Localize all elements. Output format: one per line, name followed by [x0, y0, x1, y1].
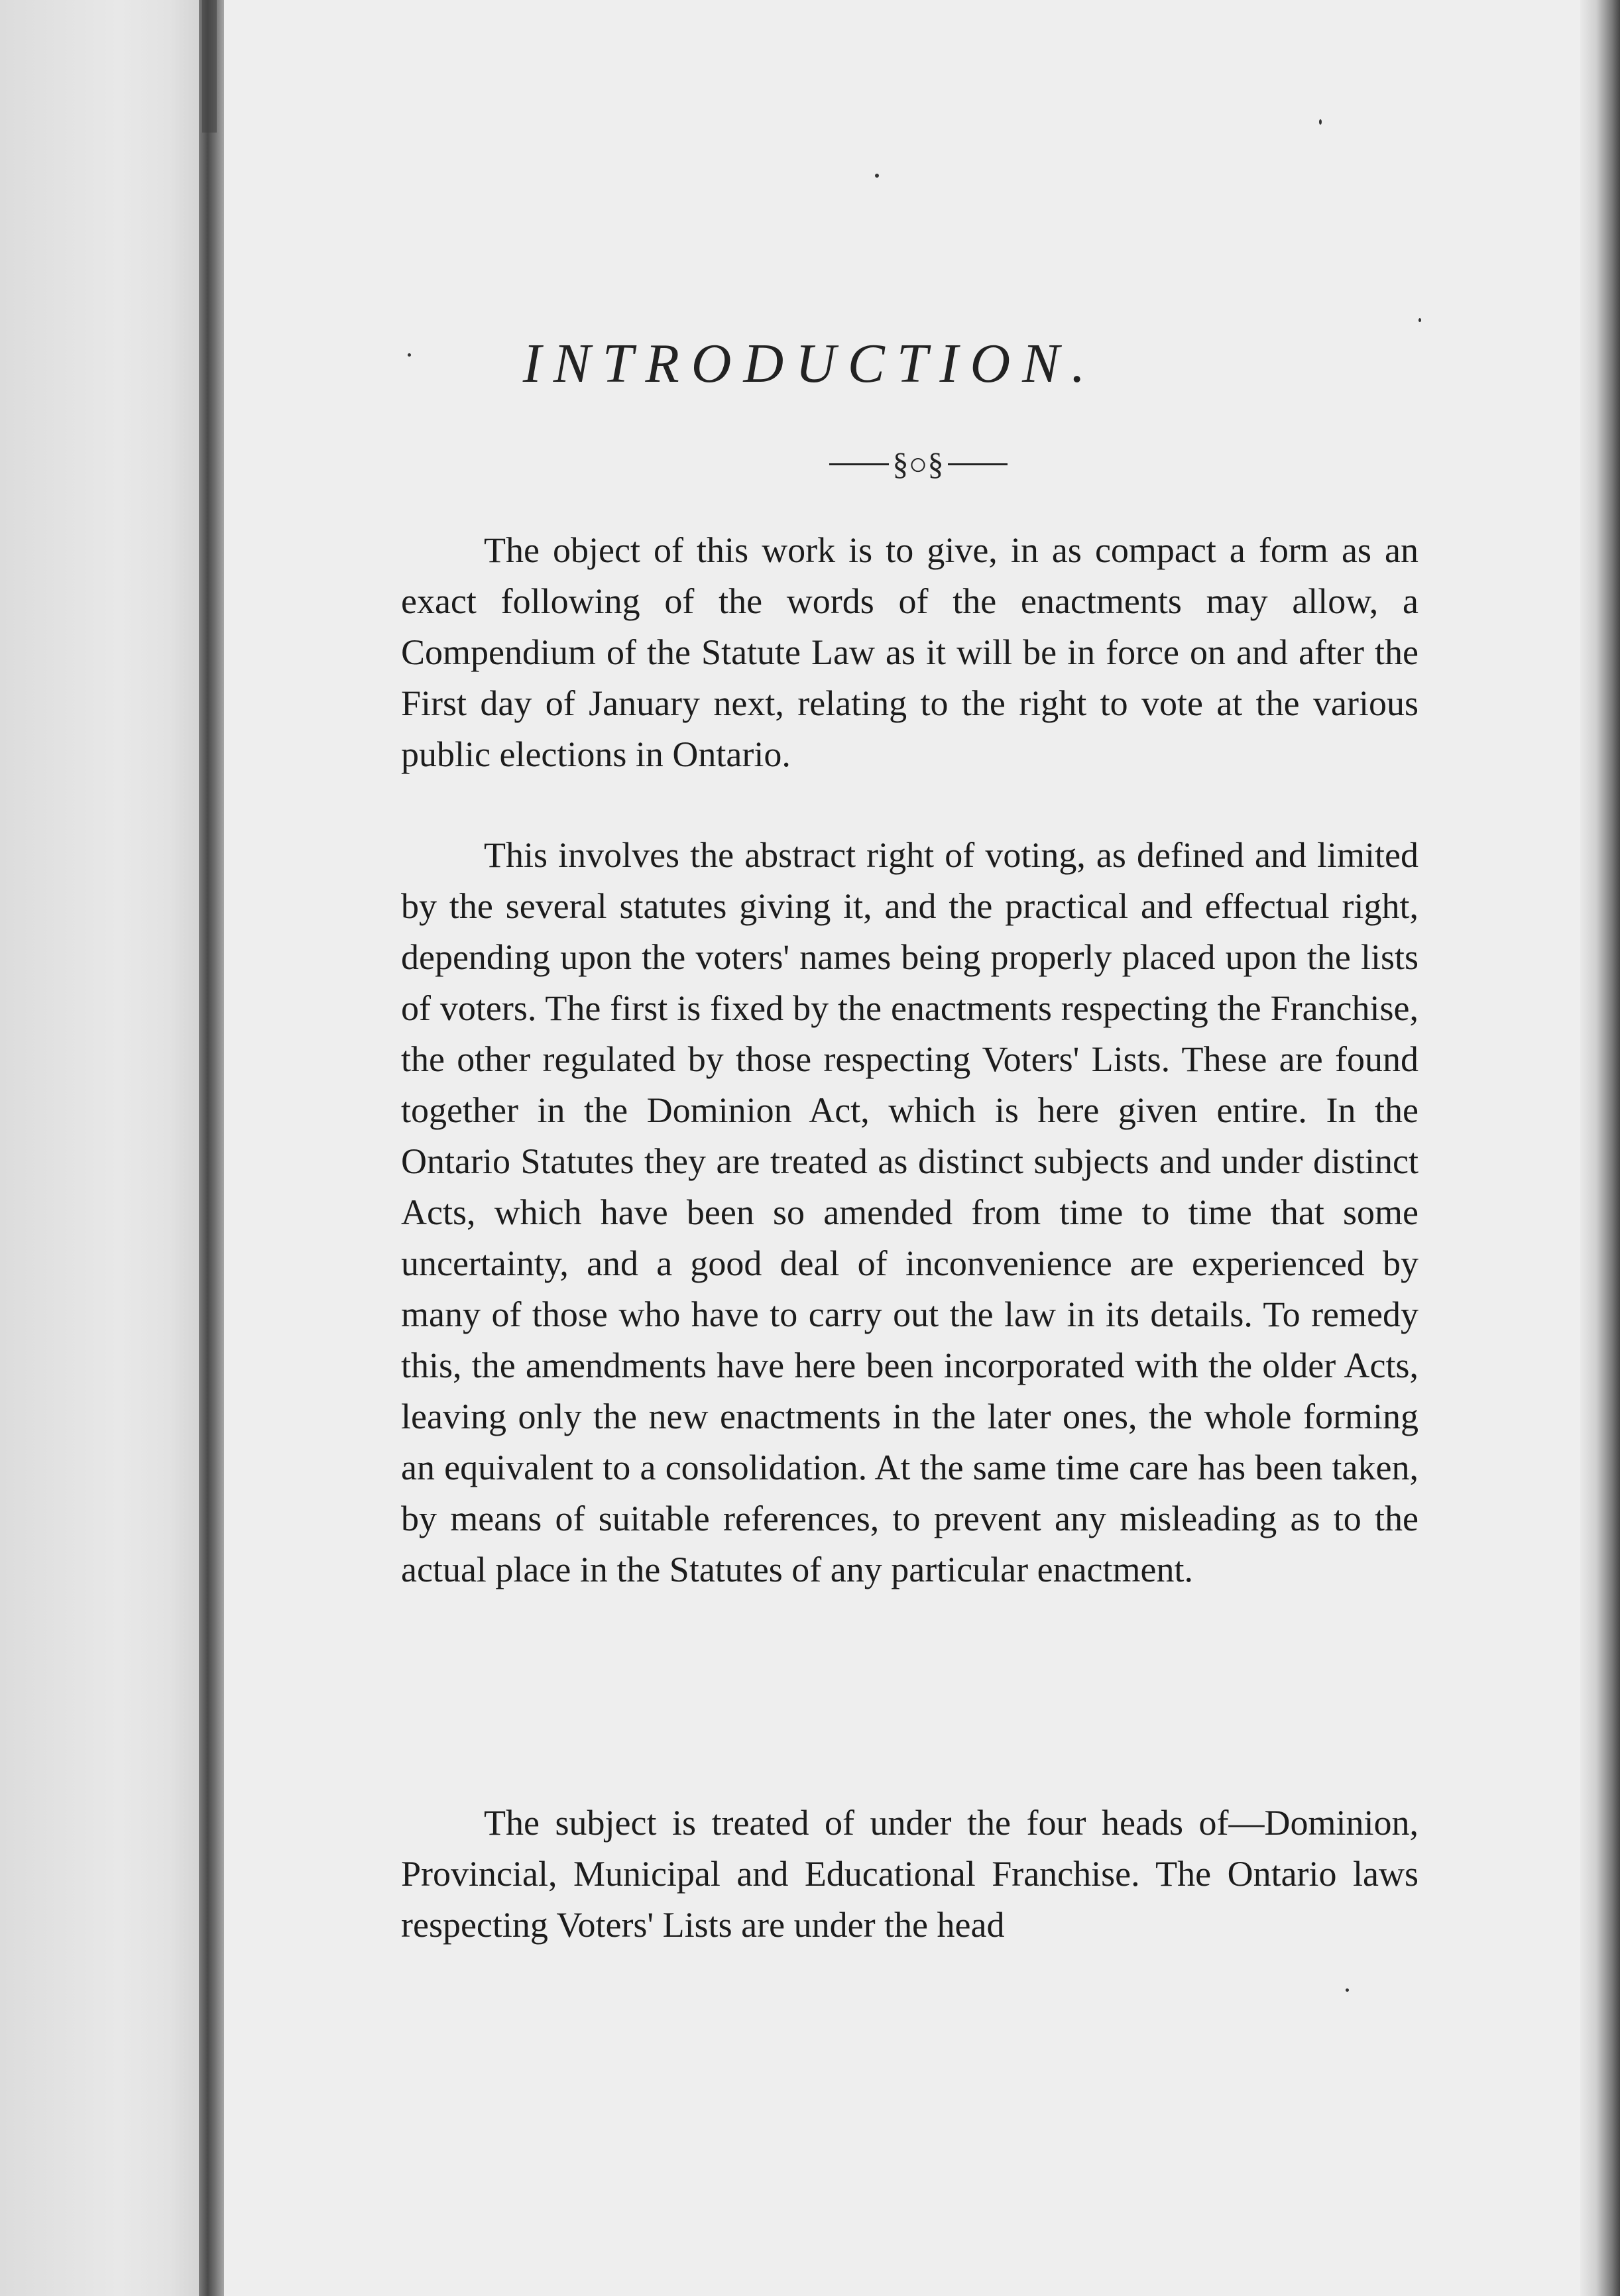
body-text-block: [401, 830, 1418, 1595]
body-text-block: [401, 1798, 1418, 1951]
ink-speck: [1418, 318, 1421, 322]
ink-speck: [1346, 1988, 1349, 1992]
page-title: INTRODUCTION.: [522, 333, 1098, 394]
ink-speck: [875, 174, 879, 178]
ink-speck: [1319, 119, 1322, 125]
paragraph-1: The object of this work is to give, in as compact a form as an exact following of the words of the enactments may allow, a Compendium of the Statute Law as it will be in force on and after the First day of January next, relating to the right to vote at the various public elections in Ontario.: [401, 530, 1418, 774]
ornament-glyph: §○§: [892, 446, 944, 482]
ornament-rule-right: [948, 463, 1008, 465]
paragraph-3: The subject is treated of under the four heads of—Dominion, Provincial, Municipal and Educational Franchise. The Ontario laws respecting Voters' Lists are under the head: [401, 1803, 1418, 1945]
body-text-block: [401, 525, 1418, 780]
title-ornament: [822, 444, 1014, 484]
paragraph-2: This involves the abstract right of voting, as defined and limited by the several statutes giving it, and the practical and effectual right, depending upon the voters' names being properly placed upon the lists of voters. The first is fixed by the enactments respecting the Franchise, the other regulated by those respecting Voters' Lists. These are found together in the Dominion Act, which is here given entire. In the Ontario Statutes they are treated as distinct subjects and under distinct Acts, which have been so amended from time to time that some uncertainty, and a good deal of inconvenience are experienced by many of those who have to carry out the law in its details. To remedy this, the amendments have here been incorporated with the older Acts, leaving only the new enactments in the later ones, the whole forming an equivalent to a consolidation. At the same time care has been taken, by means of suitable references, to prevent any misleading as to the actual place in the Statutes of any particular enactment.: [401, 835, 1418, 1589]
ornament-rule-left: [829, 463, 889, 465]
spine-mark: [202, 0, 217, 133]
